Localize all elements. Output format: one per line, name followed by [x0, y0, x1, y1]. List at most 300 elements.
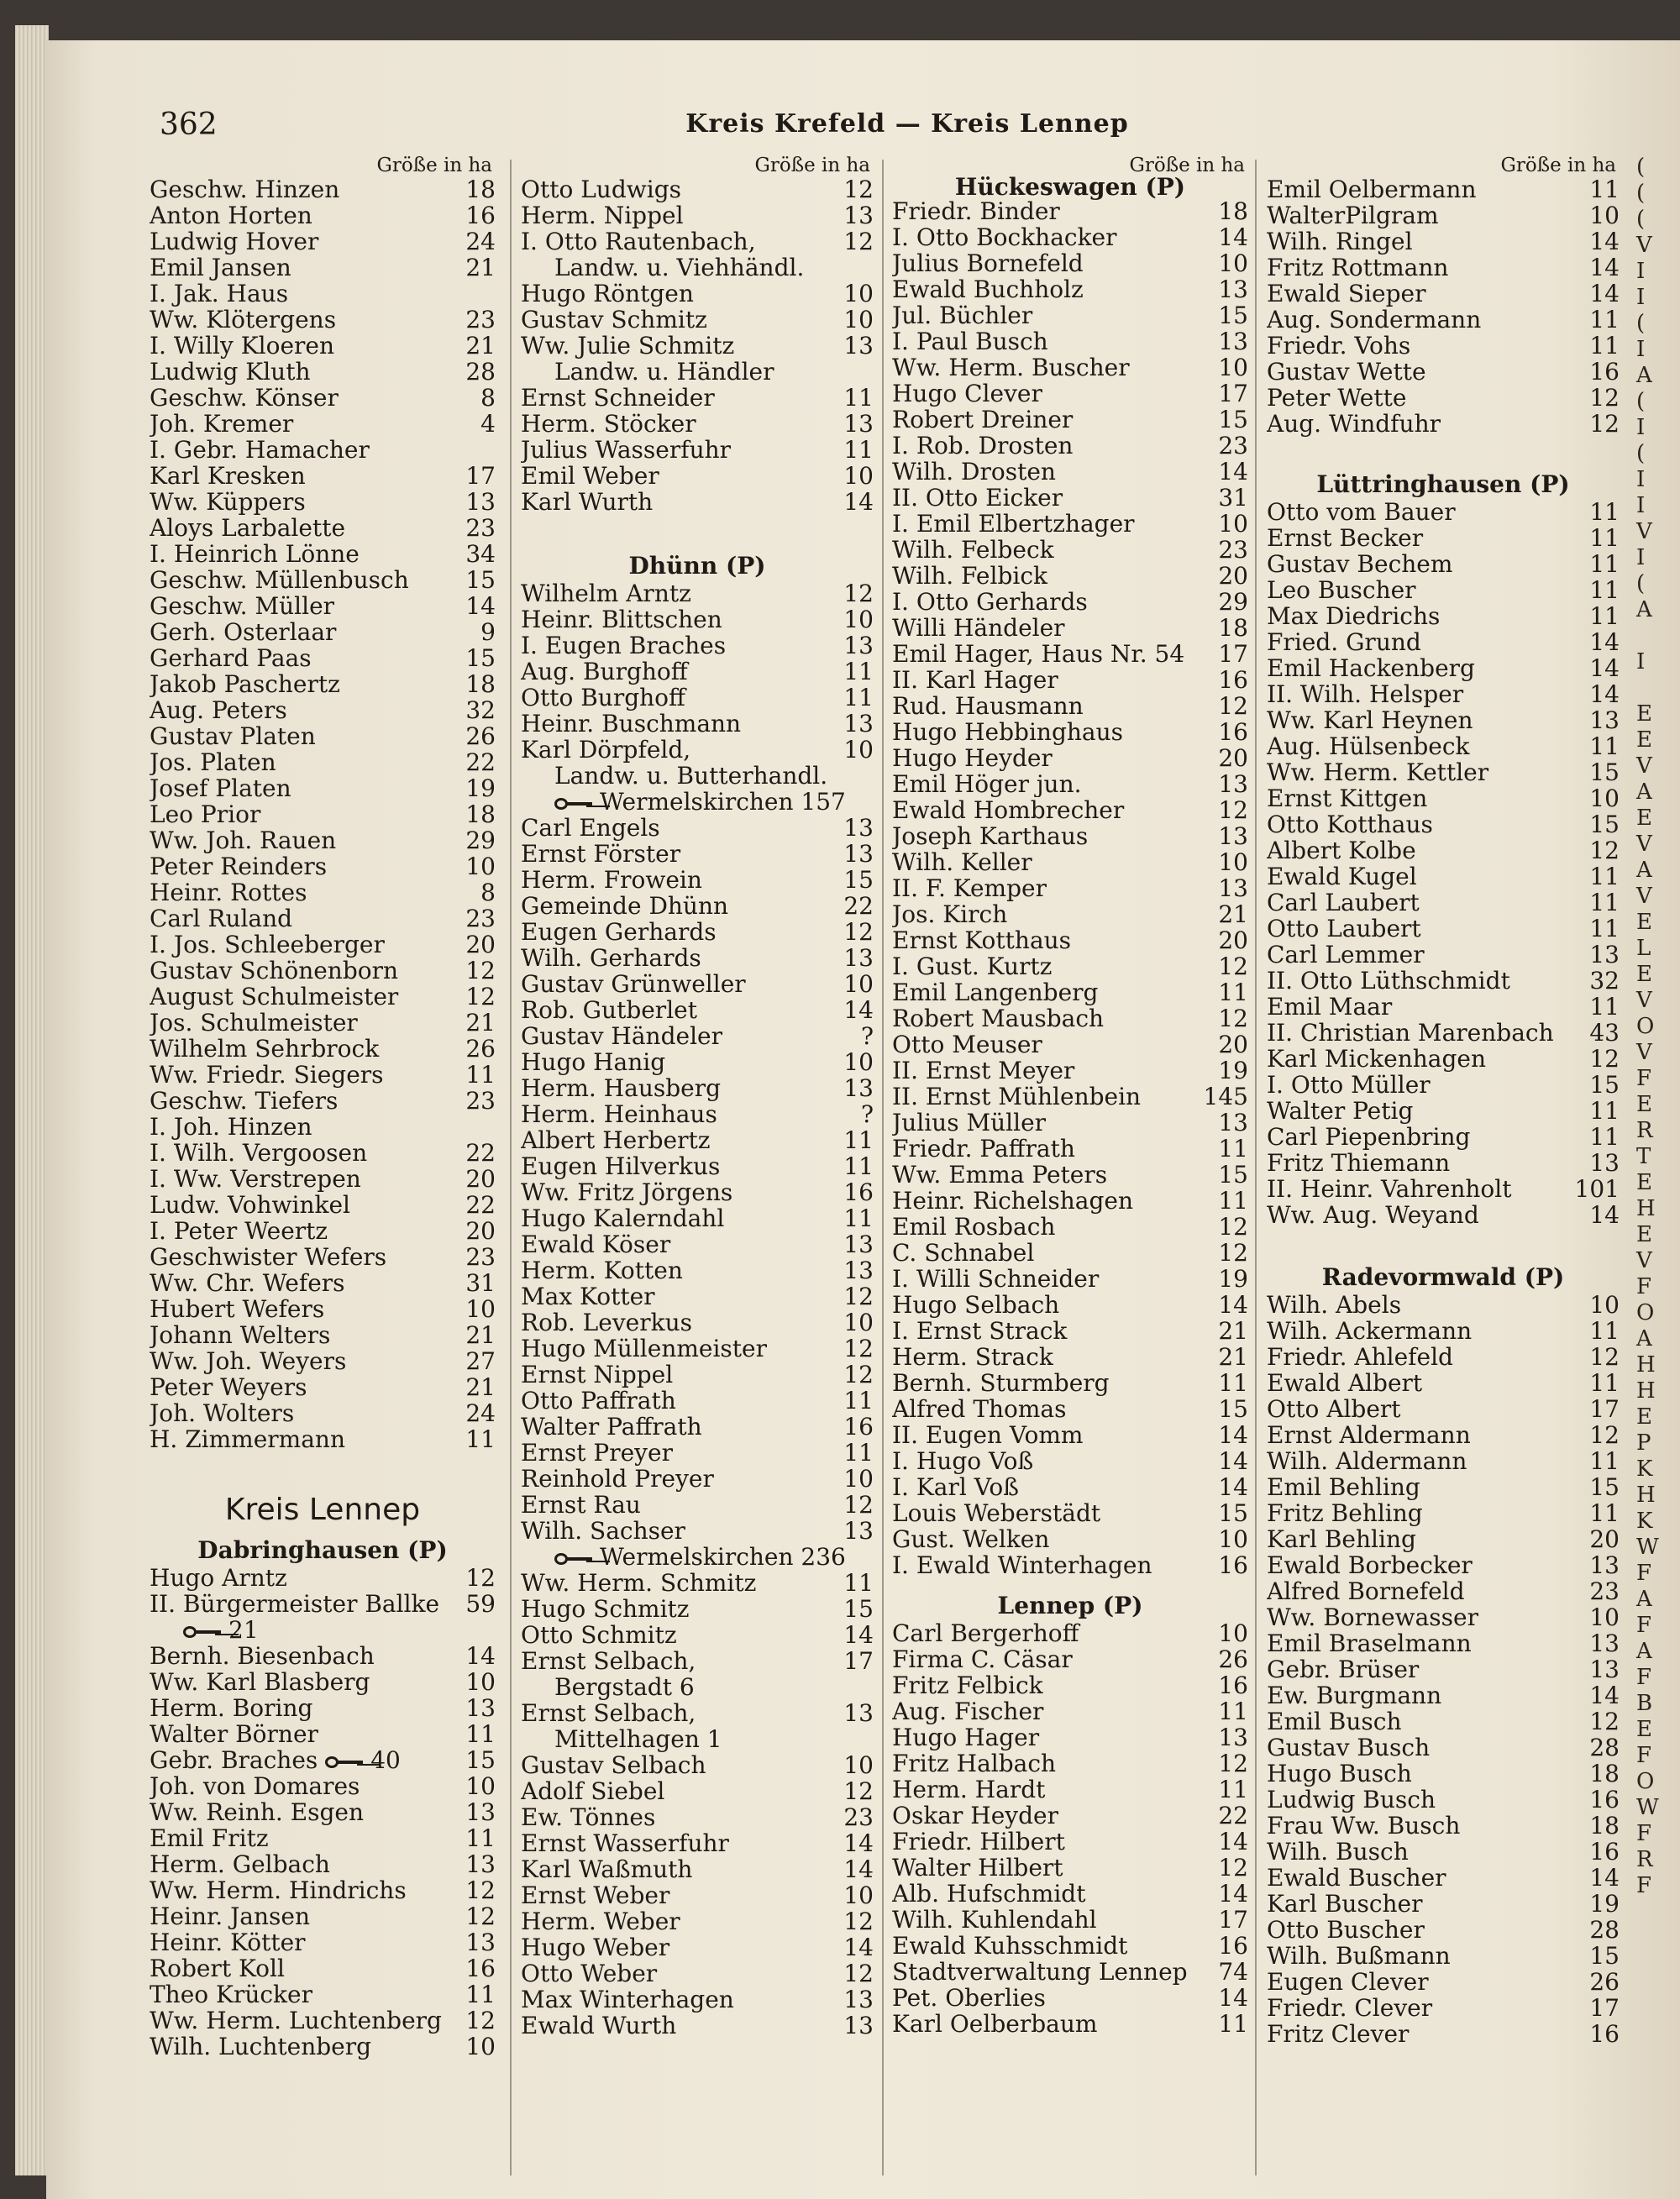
entry-name — [150, 1062, 450, 1088]
entry-name — [1267, 968, 1574, 994]
entry-name — [1267, 1292, 1574, 1318]
entry-name — [150, 1643, 450, 1669]
list-entry — [892, 2011, 1248, 2037]
owner-name: Ww. Friedr. Siegers — [150, 1062, 384, 1088]
entry-size-ha: 34 — [465, 540, 496, 568]
list-entry — [150, 541, 496, 567]
owner-name: Heinr. Buschmann — [521, 711, 742, 737]
edge-letter: K — [1636, 1456, 1653, 1482]
list-entry — [150, 1695, 496, 1721]
owner-name: Geschw. Müllenbusch — [150, 567, 409, 593]
owner-name: Hugo Hebbinghaus — [892, 719, 1124, 745]
entry-name — [892, 1136, 1203, 1162]
entry-size-ha: 10 — [843, 280, 874, 307]
list-entry — [892, 1188, 1248, 1214]
owner-name: Emil Busch — [1267, 1708, 1402, 1735]
list-entry — [521, 997, 874, 1023]
size-header: Größe in ha — [376, 155, 492, 176]
entry-size-ha: 10 — [843, 1309, 874, 1336]
entry-size-ha: 17 — [1218, 1906, 1248, 1934]
entry-name — [892, 615, 1203, 641]
owner-name: Ernst Förster — [521, 841, 681, 867]
section-title: Hückeswagen (P) — [954, 173, 1186, 201]
owner-name: Jos. Kirch — [892, 901, 1008, 927]
entry-name — [150, 723, 450, 749]
entry-name — [892, 276, 1203, 302]
list-entry — [892, 1500, 1248, 1526]
entry-size-ha: 15 — [465, 1746, 496, 1774]
entry-size-ha: 11 — [465, 1981, 496, 2008]
owner-name: Aug. Peters — [150, 697, 287, 723]
edge-letter: H — [1636, 1196, 1656, 1221]
entry-size-ha: 11 — [465, 1061, 496, 1089]
list-entry — [521, 202, 874, 228]
owner-name: I. Ww. Verstrepen — [150, 1166, 361, 1192]
owner-name: Otto Meuser — [892, 1031, 1042, 1058]
entry-name — [521, 945, 828, 971]
entry-size-ha: 15 — [1589, 1071, 1620, 1099]
owner-name: Ewald Borbecker — [1267, 1552, 1473, 1578]
list-entry — [892, 1672, 1248, 1698]
entry-size-ha: 14 — [1218, 1880, 1248, 1908]
entry-name — [892, 1698, 1203, 1724]
list-entry — [521, 1934, 874, 1960]
entry-name — [892, 823, 1203, 849]
edge-letter: W — [1636, 1795, 1659, 1820]
list-entry — [892, 1552, 1248, 1578]
list-entry — [892, 1750, 1248, 1777]
entry-size-ha: 17 — [1589, 1994, 1620, 2022]
edge-letter: F — [1636, 1561, 1652, 1586]
owner-name: Theo Krücker — [150, 1981, 312, 2007]
owner-name: Emil Maar — [1267, 994, 1393, 1020]
entry-size-ha: 10 — [465, 1295, 496, 1323]
entry-size-ha: 13 — [843, 1231, 874, 1258]
entry-name — [150, 1565, 450, 1591]
column-rule — [882, 160, 884, 2175]
owner-name: Fritz Rottmann — [1267, 255, 1449, 281]
list-entry — [892, 1959, 1248, 1985]
entry-name — [1267, 837, 1574, 863]
list-entry — [1267, 1630, 1620, 1656]
owner-name: Ewald Kuhsschmidt — [892, 1933, 1128, 1959]
owner-name: Jakob Paschertz — [150, 671, 340, 697]
entry-size-ha: 10 — [1218, 1619, 1248, 1647]
entry-size-ha: 32 — [1589, 967, 1620, 995]
list-entry — [150, 1747, 496, 1773]
section-title: Lennep (P) — [997, 1592, 1143, 1619]
list-entry — [150, 1400, 496, 1426]
owner-name: Emil Hackenberg — [1267, 655, 1475, 681]
list-entry — [521, 385, 874, 411]
entry-name — [892, 459, 1203, 485]
entry-name — [892, 875, 1203, 901]
edge-letter: F — [1636, 1274, 1652, 1299]
entry-size-ha: 13 — [843, 202, 874, 229]
owner-name: Albert Kolbe — [1267, 837, 1416, 863]
entry-name — [150, 905, 450, 932]
entry-name — [1267, 1526, 1574, 1552]
entry-size-ha: 14 — [1218, 1421, 1248, 1449]
entry-size-ha: 26 — [465, 722, 496, 750]
entry-size-ha: 13 — [1218, 1724, 1248, 1751]
entry-size-ha: 18 — [465, 176, 496, 203]
owner-name: Otto Albert — [1267, 1396, 1401, 1422]
owner-name: Josef Platen — [150, 775, 291, 801]
entry-size-ha: 13 — [843, 332, 874, 360]
owner-name: Leo Buscher — [1267, 577, 1416, 603]
list-entry — [521, 1283, 874, 1309]
list-entry — [1267, 655, 1620, 681]
list-entry — [150, 1322, 496, 1348]
owner-name: II. Ernst Meyer — [892, 1058, 1075, 1084]
entry-name — [1267, 1656, 1574, 1682]
entry-size-ha: 11 — [1589, 915, 1620, 942]
entry-size-ha: 10 — [843, 606, 874, 633]
entry-name — [892, 641, 1203, 667]
entry-size-ha: 16 — [843, 1413, 874, 1441]
entry-size-ha: 11 — [1589, 332, 1620, 360]
entry-name — [1267, 811, 1574, 837]
owner-name: Rob. Gutberlet — [521, 997, 697, 1023]
owner-name: Karl Buscher — [1267, 1891, 1423, 1917]
edge-letter: W — [1636, 1535, 1659, 1560]
owner-name: Wilh. Sachser — [521, 1518, 685, 1544]
list-entry — [521, 1309, 874, 1336]
owner-name: Herm. Kotten — [521, 1257, 683, 1283]
entry-name — [521, 1908, 828, 1934]
owner-name: Ernst Nippel — [521, 1362, 674, 1388]
owner-name: Hubert Wefers — [150, 1296, 325, 1322]
list-entry — [521, 632, 874, 659]
list-entry — [150, 333, 496, 359]
owner-name: Wilh. Aldermann — [1267, 1448, 1467, 1474]
edge-letter: F — [1636, 1613, 1652, 1638]
edge-letter: O — [1636, 1014, 1655, 1039]
entry-size-ha: 101 — [1574, 1175, 1620, 1203]
list-entry — [521, 711, 874, 737]
owner-name: Ernst Selbach, — [521, 1700, 696, 1726]
list-entry — [521, 2013, 874, 2039]
entry-size-ha: 23 — [465, 905, 496, 932]
entry-name — [521, 1622, 828, 1648]
edge-letter: E — [1636, 1092, 1652, 1117]
list-entry — [521, 1752, 874, 1778]
entry-name — [150, 1721, 450, 1747]
entry-name — [892, 927, 1203, 953]
entry-name — [150, 515, 450, 541]
owner-name: Wilh. Felbick — [892, 563, 1047, 589]
edge-letter: V — [1636, 884, 1652, 909]
entry-size-ha: 13 — [465, 1798, 496, 1826]
owner-name: Adolf Siebel — [521, 1778, 665, 1804]
entry-name — [1267, 2021, 1574, 2047]
edge-letter — [1636, 675, 1680, 701]
owner-name: Karl Mickenhagen — [1267, 1046, 1486, 1072]
list-entry — [1267, 1344, 1620, 1370]
entry-name — [892, 849, 1203, 875]
entry-name — [521, 1596, 828, 1622]
entry-size-ha: 15 — [465, 644, 496, 672]
owner-name: II. Heinr. Vahrenholt — [1267, 1176, 1512, 1202]
owner-name: Gemeinde Dhünn — [521, 893, 729, 919]
edge-letter: E — [1636, 1717, 1652, 1742]
list-entry — [150, 1721, 496, 1747]
edge-letter: I — [1636, 285, 1646, 310]
list-entry — [1267, 942, 1620, 968]
list-entry — [892, 667, 1248, 693]
owner-name: Walter Börner — [150, 1721, 318, 1747]
entry-size-ha: 13 — [843, 944, 874, 972]
list-entry — [150, 1981, 496, 2007]
edge-letter: E — [1636, 1170, 1652, 1195]
entry-name — [1267, 785, 1574, 811]
entry-name — [892, 953, 1203, 979]
entry-size-ha: 31 — [465, 1269, 496, 1297]
owner-name: Rob. Leverkus — [521, 1309, 692, 1336]
list-entry — [1267, 1708, 1620, 1735]
entry-size-ha: 11 — [1589, 306, 1620, 333]
entry-name — [521, 1752, 828, 1778]
entry-name — [150, 697, 450, 723]
list-entry — [521, 1362, 874, 1388]
list-entry — [150, 385, 496, 411]
entry-name — [521, 1283, 828, 1309]
entry-size-ha: 10 — [843, 970, 874, 998]
spacer — [521, 515, 874, 545]
entry-size-ha: 11 — [843, 1387, 874, 1414]
owner-name: Aug. Windfuhr — [1267, 411, 1441, 437]
entry-size-ha: 12 — [1218, 1005, 1248, 1032]
entry-size-ha: 12 — [843, 580, 874, 607]
owner-name: Anton Horten — [150, 202, 312, 228]
entry-name — [1267, 1072, 1574, 1098]
entry-size-ha: 12 — [1589, 1343, 1620, 1371]
list-entry — [1267, 307, 1620, 333]
owner-name: Hugo Heyder — [892, 745, 1053, 771]
owner-name: Alfred Thomas — [892, 1396, 1067, 1422]
owner-name: Ww. Herm. Schmitz — [521, 1570, 757, 1596]
list-entry — [521, 1804, 874, 1830]
entry-size-ha: 13 — [1589, 706, 1620, 734]
entry-size-ha: 12 — [843, 1491, 874, 1519]
telephone-key-icon — [554, 798, 593, 810]
entry-size-ha: 10 — [1589, 202, 1620, 229]
entry-name — [892, 1162, 1203, 1188]
entry-size-ha: 11 — [843, 384, 874, 412]
owner-name: Wilh. Luchtenberg — [150, 2034, 372, 2060]
owner-name: I. Paul Busch — [892, 328, 1048, 354]
owner-name: Joh. Kremer — [150, 411, 294, 437]
entry-size-ha: 14 — [1218, 1984, 1248, 2012]
phone-line — [150, 1617, 496, 1643]
entry-size-ha: 8 — [480, 384, 496, 412]
entry-size-ha: 15 — [1589, 1473, 1620, 1501]
entry-name — [1267, 499, 1574, 525]
phone-line — [521, 789, 874, 815]
list-entry — [892, 1318, 1248, 1344]
owner-name: Friedr. Paffrath — [892, 1136, 1075, 1162]
owner-name: August Schulmeister — [150, 984, 399, 1010]
entry-size-ha: 24 — [465, 228, 496, 255]
entry-size-ha: 11 — [1589, 1499, 1620, 1527]
entry-name — [892, 1933, 1203, 1959]
entry-name — [521, 1127, 828, 1153]
entry-name — [150, 1114, 450, 1140]
entry-name — [1267, 629, 1574, 655]
entry-size-ha: 11 — [1218, 1369, 1248, 1397]
list-entry — [892, 927, 1248, 953]
list-entry — [1267, 681, 1620, 707]
owner-name: I. Ewald Winterhagen — [892, 1552, 1152, 1578]
entry-size-ha: 11 — [1218, 979, 1248, 1006]
entry-size-ha: 10 — [843, 306, 874, 333]
entry-size-ha: 29 — [1218, 588, 1248, 616]
owner-name: Ww. Küppers — [150, 489, 306, 515]
edge-letter: A — [1636, 1326, 1652, 1351]
entry-name — [1267, 707, 1574, 733]
running-head: Kreis Krefeld — Kreis Lennep — [685, 109, 1129, 139]
entry-size-ha: 16 — [1218, 1672, 1248, 1699]
entry-size-ha: 13 — [843, 1517, 874, 1545]
owner-name: Gustav Grünweller — [521, 971, 746, 997]
list-entry — [892, 354, 1248, 380]
list-entry — [521, 333, 874, 359]
entry-continuation: Landw. u. Butterhandl. — [554, 762, 828, 790]
list-entry — [521, 1075, 874, 1101]
entry-name — [150, 1244, 450, 1270]
entry-name — [150, 1669, 450, 1695]
owner-name: Ww. Karl Heynen — [1267, 707, 1473, 733]
edge-letter: I — [1636, 493, 1646, 518]
entry-name — [150, 1192, 450, 1218]
entry-name — [892, 407, 1203, 433]
owner-name: Ww. Joh. Rauen — [150, 827, 337, 853]
owner-name: Gustav Händeler — [521, 1023, 722, 1049]
section-title: Dabringhausen (P) — [197, 1536, 448, 1564]
entry-size-ha: 16 — [1589, 1838, 1620, 1866]
owner-name: Oskar Heyder — [892, 1803, 1058, 1829]
list-entry — [150, 723, 496, 749]
entry-name — [892, 1474, 1203, 1500]
owner-name: Ewald Albert — [1267, 1370, 1423, 1396]
entry-size-ha: 14 — [1218, 1447, 1248, 1475]
entry-size-ha: 14 — [465, 1642, 496, 1670]
owner-name: II. Eugen Vomm — [892, 1422, 1084, 1448]
owner-name: Ww. Aug. Weyand — [1267, 1202, 1479, 1228]
entry-size-ha: 23 — [465, 1087, 496, 1115]
entry-size-ha: 32 — [465, 696, 496, 724]
entry-name — [521, 1153, 828, 1179]
entry-size-ha: 11 — [843, 1439, 874, 1467]
entry-name — [521, 997, 828, 1023]
entry-size-ha: 12 — [1218, 1854, 1248, 1881]
owner-name: Stadtverwaltung Lennep — [892, 1959, 1188, 1985]
entry-name — [892, 1907, 1203, 1933]
owner-name: Ernst Wasserfuhr — [521, 1830, 729, 1856]
list-entry — [521, 1257, 874, 1283]
entry-name — [521, 202, 828, 228]
entry-name — [521, 307, 828, 333]
list-entry — [892, 1005, 1248, 1031]
entry-size-ha: 10 — [843, 1881, 874, 1909]
list-entry — [521, 1830, 874, 1856]
entry-name — [521, 815, 828, 841]
entry-name — [150, 1851, 450, 1877]
owner-name: I. Rob. Drosten — [892, 433, 1074, 459]
list-entry — [1267, 1917, 1620, 1943]
edge-letter: F — [1636, 1821, 1652, 1846]
entry-name — [1267, 1098, 1574, 1124]
entry-name — [521, 1362, 828, 1388]
owner-name: Herm. Hardt — [892, 1777, 1046, 1803]
entry-name — [521, 1882, 828, 1908]
entry-size-ha: 19 — [1218, 1057, 1248, 1084]
list-entry — [521, 1205, 874, 1231]
owner-name: Friedr. Binder — [892, 198, 1060, 224]
owner-name: Otto Weber — [521, 1960, 658, 1986]
entry-name — [892, 2011, 1203, 2037]
entry-size-ha: 23 — [1218, 432, 1248, 459]
entry-size-ha: 11 — [465, 1824, 496, 1852]
owner-name: II. F. Kemper — [892, 875, 1047, 901]
edge-letter: ( — [1636, 389, 1646, 414]
entry-size-ha: 11 — [1589, 524, 1620, 552]
entry-name — [892, 667, 1203, 693]
entry-size-ha: 16 — [465, 1955, 496, 1982]
entry-size-ha: 20 — [465, 1165, 496, 1193]
entry-size-ha: 16 — [1218, 1551, 1248, 1579]
owner-name: Walter Petig — [1267, 1098, 1414, 1124]
column-1 — [150, 155, 496, 2060]
list-entry — [1267, 1150, 1620, 1176]
column-rule — [510, 160, 512, 2175]
entry-name — [150, 359, 450, 385]
list-entry — [521, 1127, 874, 1153]
entry-size-ha: 13 — [1218, 1109, 1248, 1136]
owner-name: Geschw. Könser — [150, 385, 339, 411]
entry-name — [521, 971, 828, 997]
list-entry — [1267, 1500, 1620, 1526]
owner-name: II. Otto Lüthschmidt — [1267, 968, 1510, 994]
list-entry — [150, 567, 496, 593]
list-entry — [521, 1856, 874, 1882]
entry-size-ha: 13 — [843, 814, 874, 842]
list-entry — [521, 1101, 874, 1127]
owner-name: II. Otto Eicker — [892, 485, 1063, 511]
list-entry — [1267, 499, 1620, 525]
owner-name: Gustav Selbach — [521, 1752, 706, 1778]
entry-size-ha: 11 — [843, 1569, 874, 1597]
edge-letter: E — [1636, 1404, 1652, 1430]
list-entry — [150, 437, 496, 463]
entry-size-ha: 20 — [465, 1217, 496, 1245]
owner-name: Peter Reinders — [150, 853, 328, 879]
entry-size-ha: 145 — [1203, 1083, 1248, 1110]
entry-size-ha: 13 — [843, 1986, 874, 2013]
owner-name: Herm. Hausberg — [521, 1075, 722, 1101]
owner-name: Ew. Tönnes — [521, 1804, 656, 1830]
entry-name — [1267, 1891, 1574, 1917]
phone-number: Wermelskirchen 157 — [600, 788, 846, 816]
entry-size-ha: 23 — [1218, 536, 1248, 564]
owner-name: Emil Jansen — [150, 255, 291, 281]
column-3 — [892, 155, 1248, 2037]
list-entry — [521, 489, 874, 515]
entry-size-ha: 13 — [843, 710, 874, 737]
owner-name: Fritz Clever — [1267, 2021, 1410, 2047]
entry-size-ha: 12 — [843, 1960, 874, 1987]
